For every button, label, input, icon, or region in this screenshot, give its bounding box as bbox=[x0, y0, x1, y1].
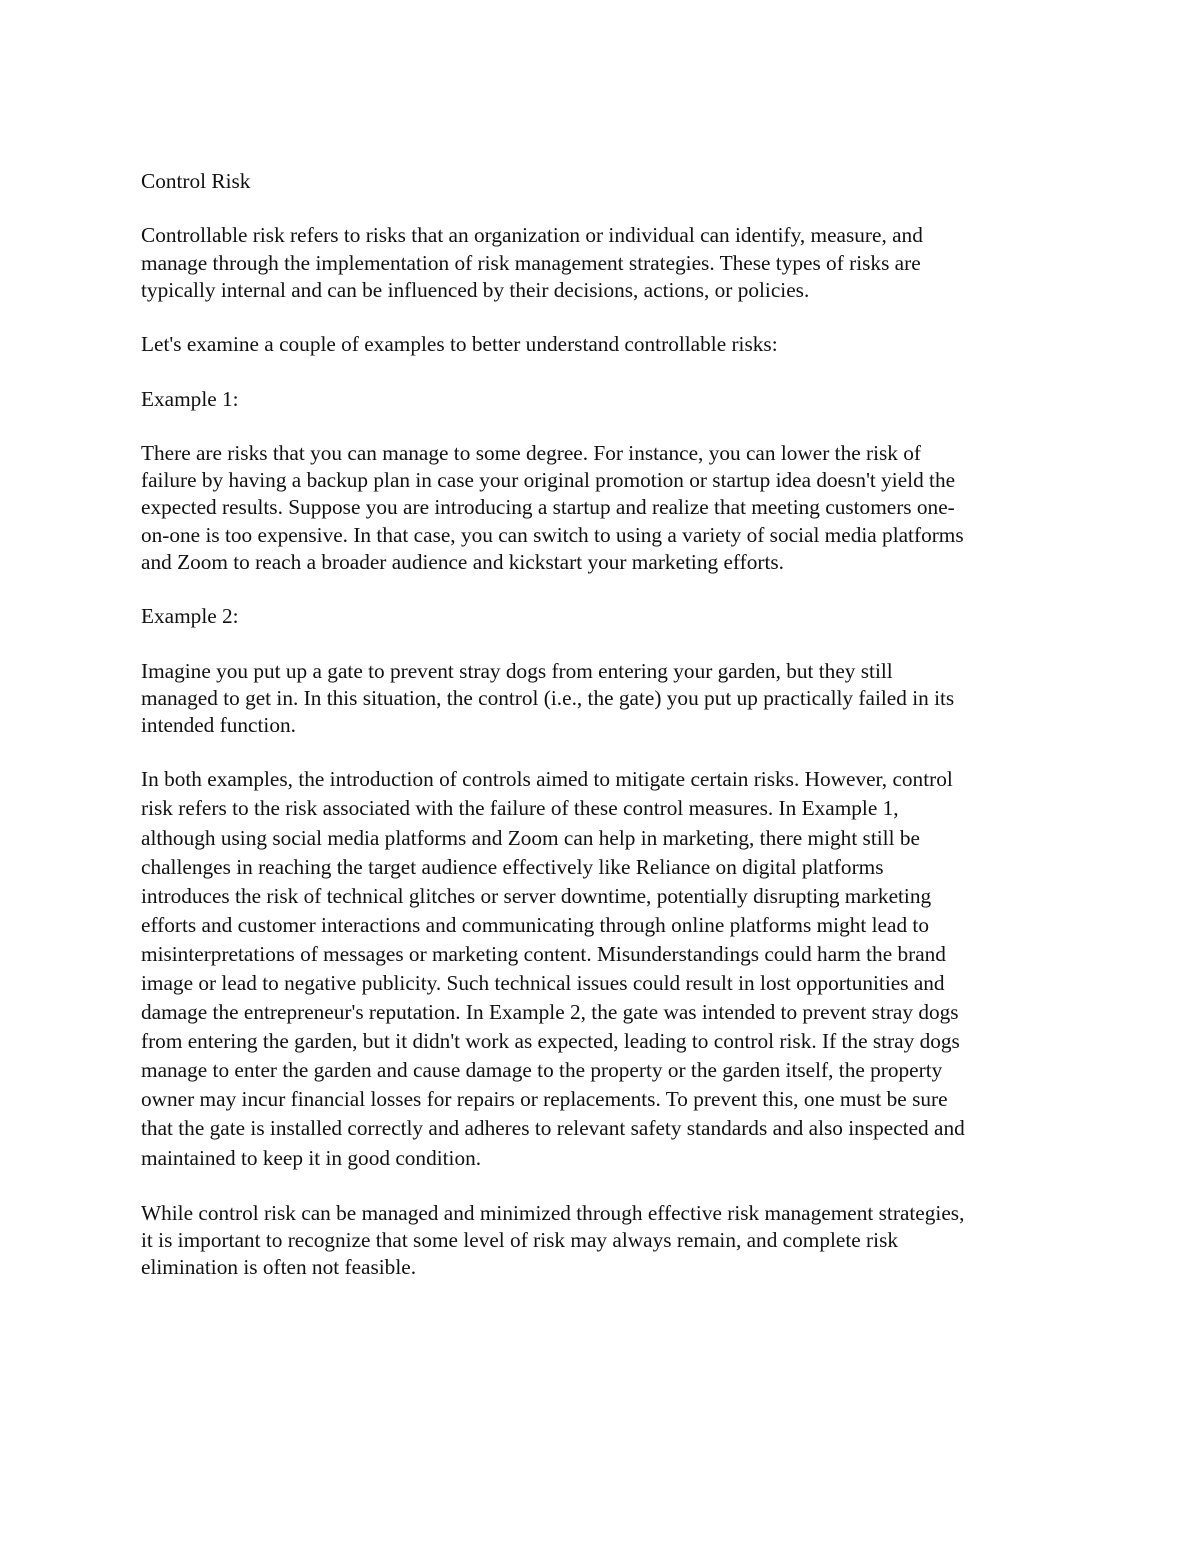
text-line: owner may incur financial losses for repairs or replacements. To prevent this, one must be sure bbox=[141, 1087, 948, 1112]
document-body bbox=[141, 168, 1061, 1309]
text-line: intended function. bbox=[141, 712, 296, 737]
text-line: Let's examine a couple of examples to better understand controllable risks: bbox=[141, 332, 778, 357]
text-line: typically internal and can be influenced by their decisions, actions, or policies. bbox=[141, 277, 810, 302]
text-line: managed to get in. In this situation, the control (i.e., the gate) you put up practically failed in its bbox=[141, 685, 955, 710]
text-line: challenges in reaching the target audience effectively like Reliance on digital platforms bbox=[141, 854, 884, 879]
text-line: Controllable risk refers to risks that an organization or individual can identify, measure, and bbox=[141, 223, 923, 248]
example1-heading bbox=[141, 386, 1061, 413]
text-line: Imagine you put up a gate to prevent stray dogs from entering your garden, but they still bbox=[141, 658, 893, 683]
text-line: misinterpretations of messages or marketing content. Misunderstandings could harm the brand bbox=[141, 941, 946, 966]
text-line: risk refers to the risk associated with the failure of these control measures. In Example 1, bbox=[141, 796, 899, 821]
text-line: image or lead to negative publicity. Such technical issues could result in lost opportunities and bbox=[141, 971, 945, 996]
paragraph-definition bbox=[141, 222, 1061, 304]
text-line: that the gate is installed correctly and adheres to relevant safety standards and also inspected and bbox=[141, 1116, 965, 1141]
paragraph-intro bbox=[141, 331, 1061, 358]
example2-heading bbox=[141, 603, 1061, 630]
text-line: In both examples, the introduction of controls aimed to mitigate certain risks. However, control bbox=[141, 767, 953, 792]
text-line: introduces the risk of technical glitches or server downtime, potentially disrupting marketing bbox=[141, 883, 932, 908]
text-line: on-one is too expensive. In that case, you can switch to using a variety of social media platforms bbox=[141, 522, 964, 547]
paragraph-conclusion bbox=[141, 1200, 1061, 1282]
text-line: manage to enter the garden and cause damage to the property or the garden itself, the property bbox=[141, 1058, 943, 1083]
text-line: expected results. Suppose you are introducing a startup and realize that meeting customers one- bbox=[141, 495, 955, 520]
text-line: it is important to recognize that some level of risk may always remain, and complete risk bbox=[141, 1228, 899, 1253]
paragraph-example2 bbox=[141, 658, 1061, 740]
text-line: from entering the garden, but it didn't work as expected, leading to control risk. If the stray dogs bbox=[141, 1029, 960, 1054]
text-line: There are risks that you can manage to some degree. For instance, you can lower the risk of bbox=[141, 440, 922, 465]
heading-text: Example 2: bbox=[141, 604, 239, 629]
text-line: and Zoom to reach a broader audience and kickstart your marketing efforts. bbox=[141, 549, 784, 574]
text-line: efforts and customer interactions and communicating through online platforms might lead to bbox=[141, 912, 929, 937]
document-title bbox=[141, 168, 1061, 195]
paragraph-analysis bbox=[141, 765, 1061, 1172]
text-line: maintained to keep it in good condition. bbox=[141, 1145, 482, 1170]
text-line: manage through the implementation of risk management strategies. These types of risks are bbox=[141, 250, 921, 275]
text-line: although using social media platforms and Zoom can help in marketing, there might still be bbox=[141, 825, 920, 850]
text-line: failure by having a backup plan in case your original promotion or startup idea doesn't yield the bbox=[141, 468, 956, 493]
text-line: While control risk can be managed and minimized through effective risk management strategies, bbox=[141, 1200, 965, 1225]
text-line: damage the entrepreneur's reputation. In Example 2, the gate was intended to prevent stray dogs bbox=[141, 1000, 959, 1025]
title-text: Control Risk bbox=[141, 169, 251, 193]
text-line: elimination is often not feasible. bbox=[141, 1255, 417, 1280]
paragraph-example1 bbox=[141, 440, 1061, 576]
heading-text: Example 1: bbox=[141, 386, 239, 411]
